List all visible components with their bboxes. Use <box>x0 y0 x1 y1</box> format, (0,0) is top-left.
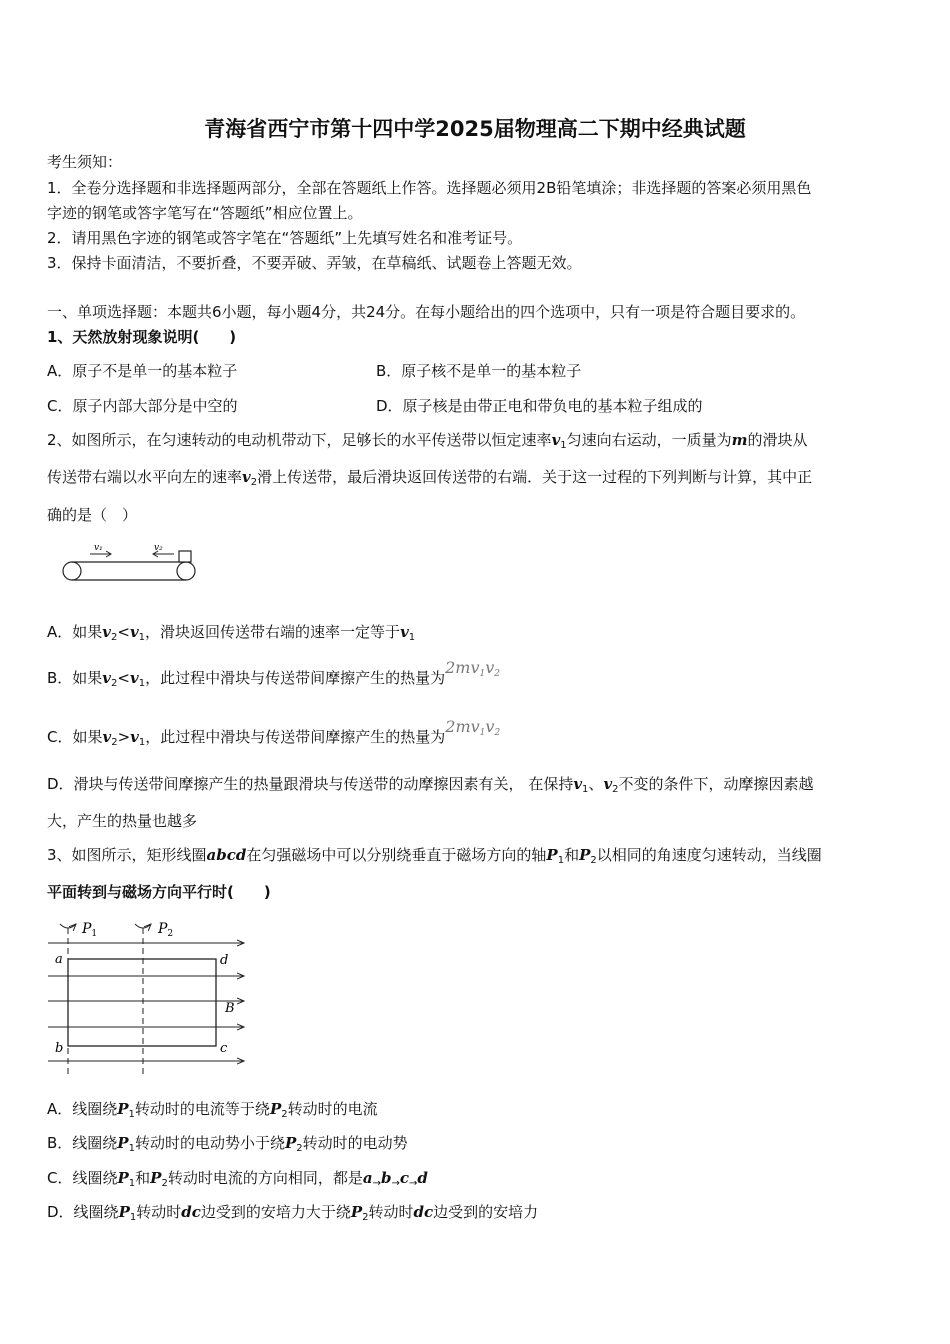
label-b: b <box>55 1041 64 1056</box>
q2-stem-line3: 确的是（ ） <box>47 506 138 524</box>
coil-magnetic-field-diagram <box>44 914 250 1080</box>
notice-item: 字迹的钢笔或答字笔写在“答题纸”相应位置上。 <box>47 204 363 222</box>
label-p1: P <box>82 921 92 937</box>
label-c: c <box>220 1041 228 1056</box>
label-v2: v₂ <box>154 543 163 553</box>
label-v1: v₁ <box>94 543 103 553</box>
q1-stem: 1、天然放射现象说明( ) <box>47 328 237 346</box>
q3-stem-line1: 3、如图所示，矩形线圈abcd在匀强磁场中可以分别绕垂直于磁场方向的轴$P_1$和$P_2$以相同的角速度匀速转动，当线圈 <box>47 846 822 866</box>
q3-stem-line2: 平面转到与磁场方向平行时( ) <box>47 883 271 901</box>
q3-option-b: B．线圈绕$P_1$转动时的电动势小于绕$P_2$转动时的电动势 <box>47 1134 408 1154</box>
q3-option-c: C．线圈绕$P_1$和$P_2$转动时电流的方向相同，都是$a_\to b_\to c_\to d$ <box>47 1169 428 1189</box>
q1-option-a: A．原子不是单一的基本粒子 <box>47 362 238 380</box>
notice-item: 3．保持卡面清洁，不要折叠，不要弄破、弄皱，在草稿纸、试题卷上答题无效。 <box>47 254 582 272</box>
label-a: a <box>55 952 63 967</box>
label-d: d <box>220 953 229 968</box>
notice-heading: 考生须知： <box>47 153 123 171</box>
q1-option-b: B．原子核不是单一的基本粒子 <box>376 362 582 380</box>
notice-item: 1．全卷分选择题和非选择题两部分，全部在答题纸上作答。选择题必须用2B铅笔填涂；非选择题的答案必须用黑色 <box>47 179 812 197</box>
page-title: 青海省西宁市第十四中学2025届物理高二下期中经典试题 <box>204 117 746 141</box>
label-field-b: B <box>225 1001 235 1016</box>
svg-text:P1: $P_1$ <box>82 921 98 939</box>
q3-option-d: D．线圈绕$P_1$转动时dc边受到的安培力大于绕$P_2$转动时dc边受到的安培力 <box>47 1203 539 1223</box>
q2-option-c: C．如果$v_2>v_1$，此过程中滑块与传送带间摩擦产生的热量为$2mv_1v_2$ <box>47 717 501 748</box>
svg-text:P2: $P_2$ <box>158 921 174 939</box>
rectangular-coil <box>68 959 216 1046</box>
q2-option-a: A．如果$v_2<v_1$，滑块返回传送带右端的速率一定等于$v_1$ <box>47 623 416 643</box>
section-heading: 一、单项选择题：本题共6小题，每小题4分，共24分。在每小题给出的四个选项中，只有一项是符合题目要求的。 <box>47 303 806 321</box>
q2-option-d-line1: D．滑块与传送带间摩擦产生的热量跟滑块与传送带的动摩擦因素有关， 在保持$v_1$、$v_2$不变的条件下，动摩擦因素越 <box>47 775 814 795</box>
q2-option-d-line2: 大，产生的热量也越多 <box>47 812 198 830</box>
q2-stem-line1: 2、如图所示，在匀速转动的电动机带动下，足够长的水平传送带以恒定速率$v_1$匀速向右运动，一质量为m的滑块从 <box>47 431 808 451</box>
conveyor-belt-diagram <box>58 540 202 584</box>
q1-option-c: C．原子内部大部分是中空的 <box>47 397 238 415</box>
label-p2: P <box>158 921 168 937</box>
q3-option-a: A．线圈绕$P_1$转动时的电流等于绕$P_2$转动时的电流 <box>47 1100 378 1120</box>
q1-option-d: D．原子核是由带正电和带负电的基本粒子组成的 <box>376 397 703 415</box>
q2-option-b: B．如果$v_2<v_1$，此过程中滑块与传送带间摩擦产生的热量为$2mv_1v_2$ <box>47 658 500 689</box>
notice-item: 2．请用黑色字迹的钢笔或答字笔在“答题纸”上先填写姓名和准考证号。 <box>47 229 523 247</box>
slider-block <box>179 551 191 562</box>
q2-stem-line2: 传送带右端以水平向左的速率$v_2$滑上传送带，最后滑块返回传送带的右端．关于这一过程的下列判断与计算，其中正 <box>47 468 813 488</box>
